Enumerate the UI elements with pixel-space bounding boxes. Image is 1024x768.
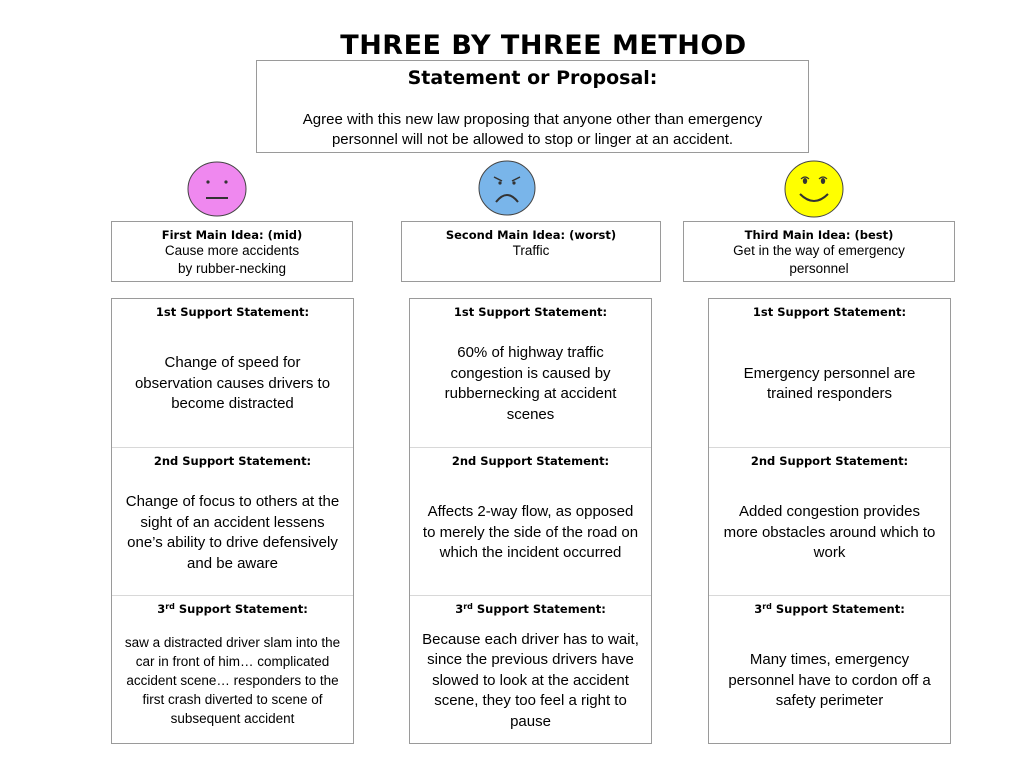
support-cell: [410, 299, 651, 447]
support-cell: [410, 447, 651, 596]
main-idea-line: Get in the way of emergency: [733, 243, 905, 258]
support-cell: [709, 595, 950, 744]
support-heading: 1st Support Statement:: [155, 305, 310, 319]
main-idea-box-1: [111, 221, 353, 282]
support-heading: 2nd Support Statement:: [750, 454, 909, 468]
support-heading: 3rd Support Statement:: [754, 602, 905, 616]
sad-face-icon: [478, 160, 536, 216]
main-idea-heading: First Main Idea: (mid): [161, 228, 303, 242]
support-text: Because each driver has to wait, since the previous drivers have slowed to look at the accident scene, they too feel a right to pause: [422, 630, 639, 730]
main-idea-line: personnel: [789, 261, 849, 276]
main-idea-heading: Second Main Idea: (worst): [445, 228, 617, 242]
support-cell: [112, 447, 353, 596]
main-idea-heading: Third Main Idea: (best): [744, 228, 894, 242]
main-idea-box-3: [683, 221, 955, 282]
support-cell: [112, 299, 353, 447]
support-heading: 2nd Support Statement:: [451, 454, 610, 468]
main-idea-line: by rubber-necking: [177, 261, 287, 276]
support-column-2: [409, 298, 652, 744]
proposal-text: Agree with this new law proposing that anyone other than emergency personnel will not be allowed to stop or linger at an accident.: [302, 111, 763, 148]
proposal-heading: Statement or Proposal:: [407, 67, 658, 89]
support-cell: [112, 595, 353, 744]
support-text: Affects 2-way flow, as opposed to merely the side of the road on which the incident occurred: [422, 503, 639, 562]
support-text: Added congestion provides more obstacles around which to work: [723, 503, 936, 562]
support-text: Many times, emergency personnel have to cordon off a safety perimeter: [728, 651, 931, 710]
page-title: THREE BY THREE METHOD: [340, 30, 747, 61]
support-text: Change of focus to others at the sight of an accident lessens one’s ability to drive defensively and be aware: [125, 493, 340, 572]
support-heading: 1st Support Statement:: [752, 305, 907, 319]
neutral-face-icon: [187, 161, 247, 217]
main-idea-line: Cause more accidents: [164, 243, 300, 258]
proposal-box: [256, 60, 809, 153]
support-heading: 3rd Support Statement:: [157, 602, 308, 616]
support-text: 60% of highway traffic congestion is caused by rubbernecking at accident scenes: [444, 344, 617, 423]
support-text: saw a distracted driver slam into the car in front of him… complicated accident scene… responders to the first crash diverted to scene of subsequent accident: [124, 634, 341, 726]
support-text: Change of speed for observation causes drivers to become distracted: [134, 354, 331, 413]
support-heading: 2nd Support Statement:: [153, 454, 312, 468]
support-heading: 3rd Support Statement:: [455, 602, 606, 616]
support-cell: [410, 595, 651, 744]
support-heading: 1st Support Statement:: [453, 305, 608, 319]
support-column-1: [111, 298, 354, 744]
main-idea-line: Traffic: [512, 243, 550, 258]
support-column-3: [708, 298, 951, 744]
support-text: Emergency personnel are trained responders: [743, 364, 916, 402]
support-cell: [709, 299, 950, 447]
support-cell: [709, 447, 950, 596]
happy-face-icon: [784, 160, 844, 218]
main-idea-box-2: [401, 221, 661, 282]
